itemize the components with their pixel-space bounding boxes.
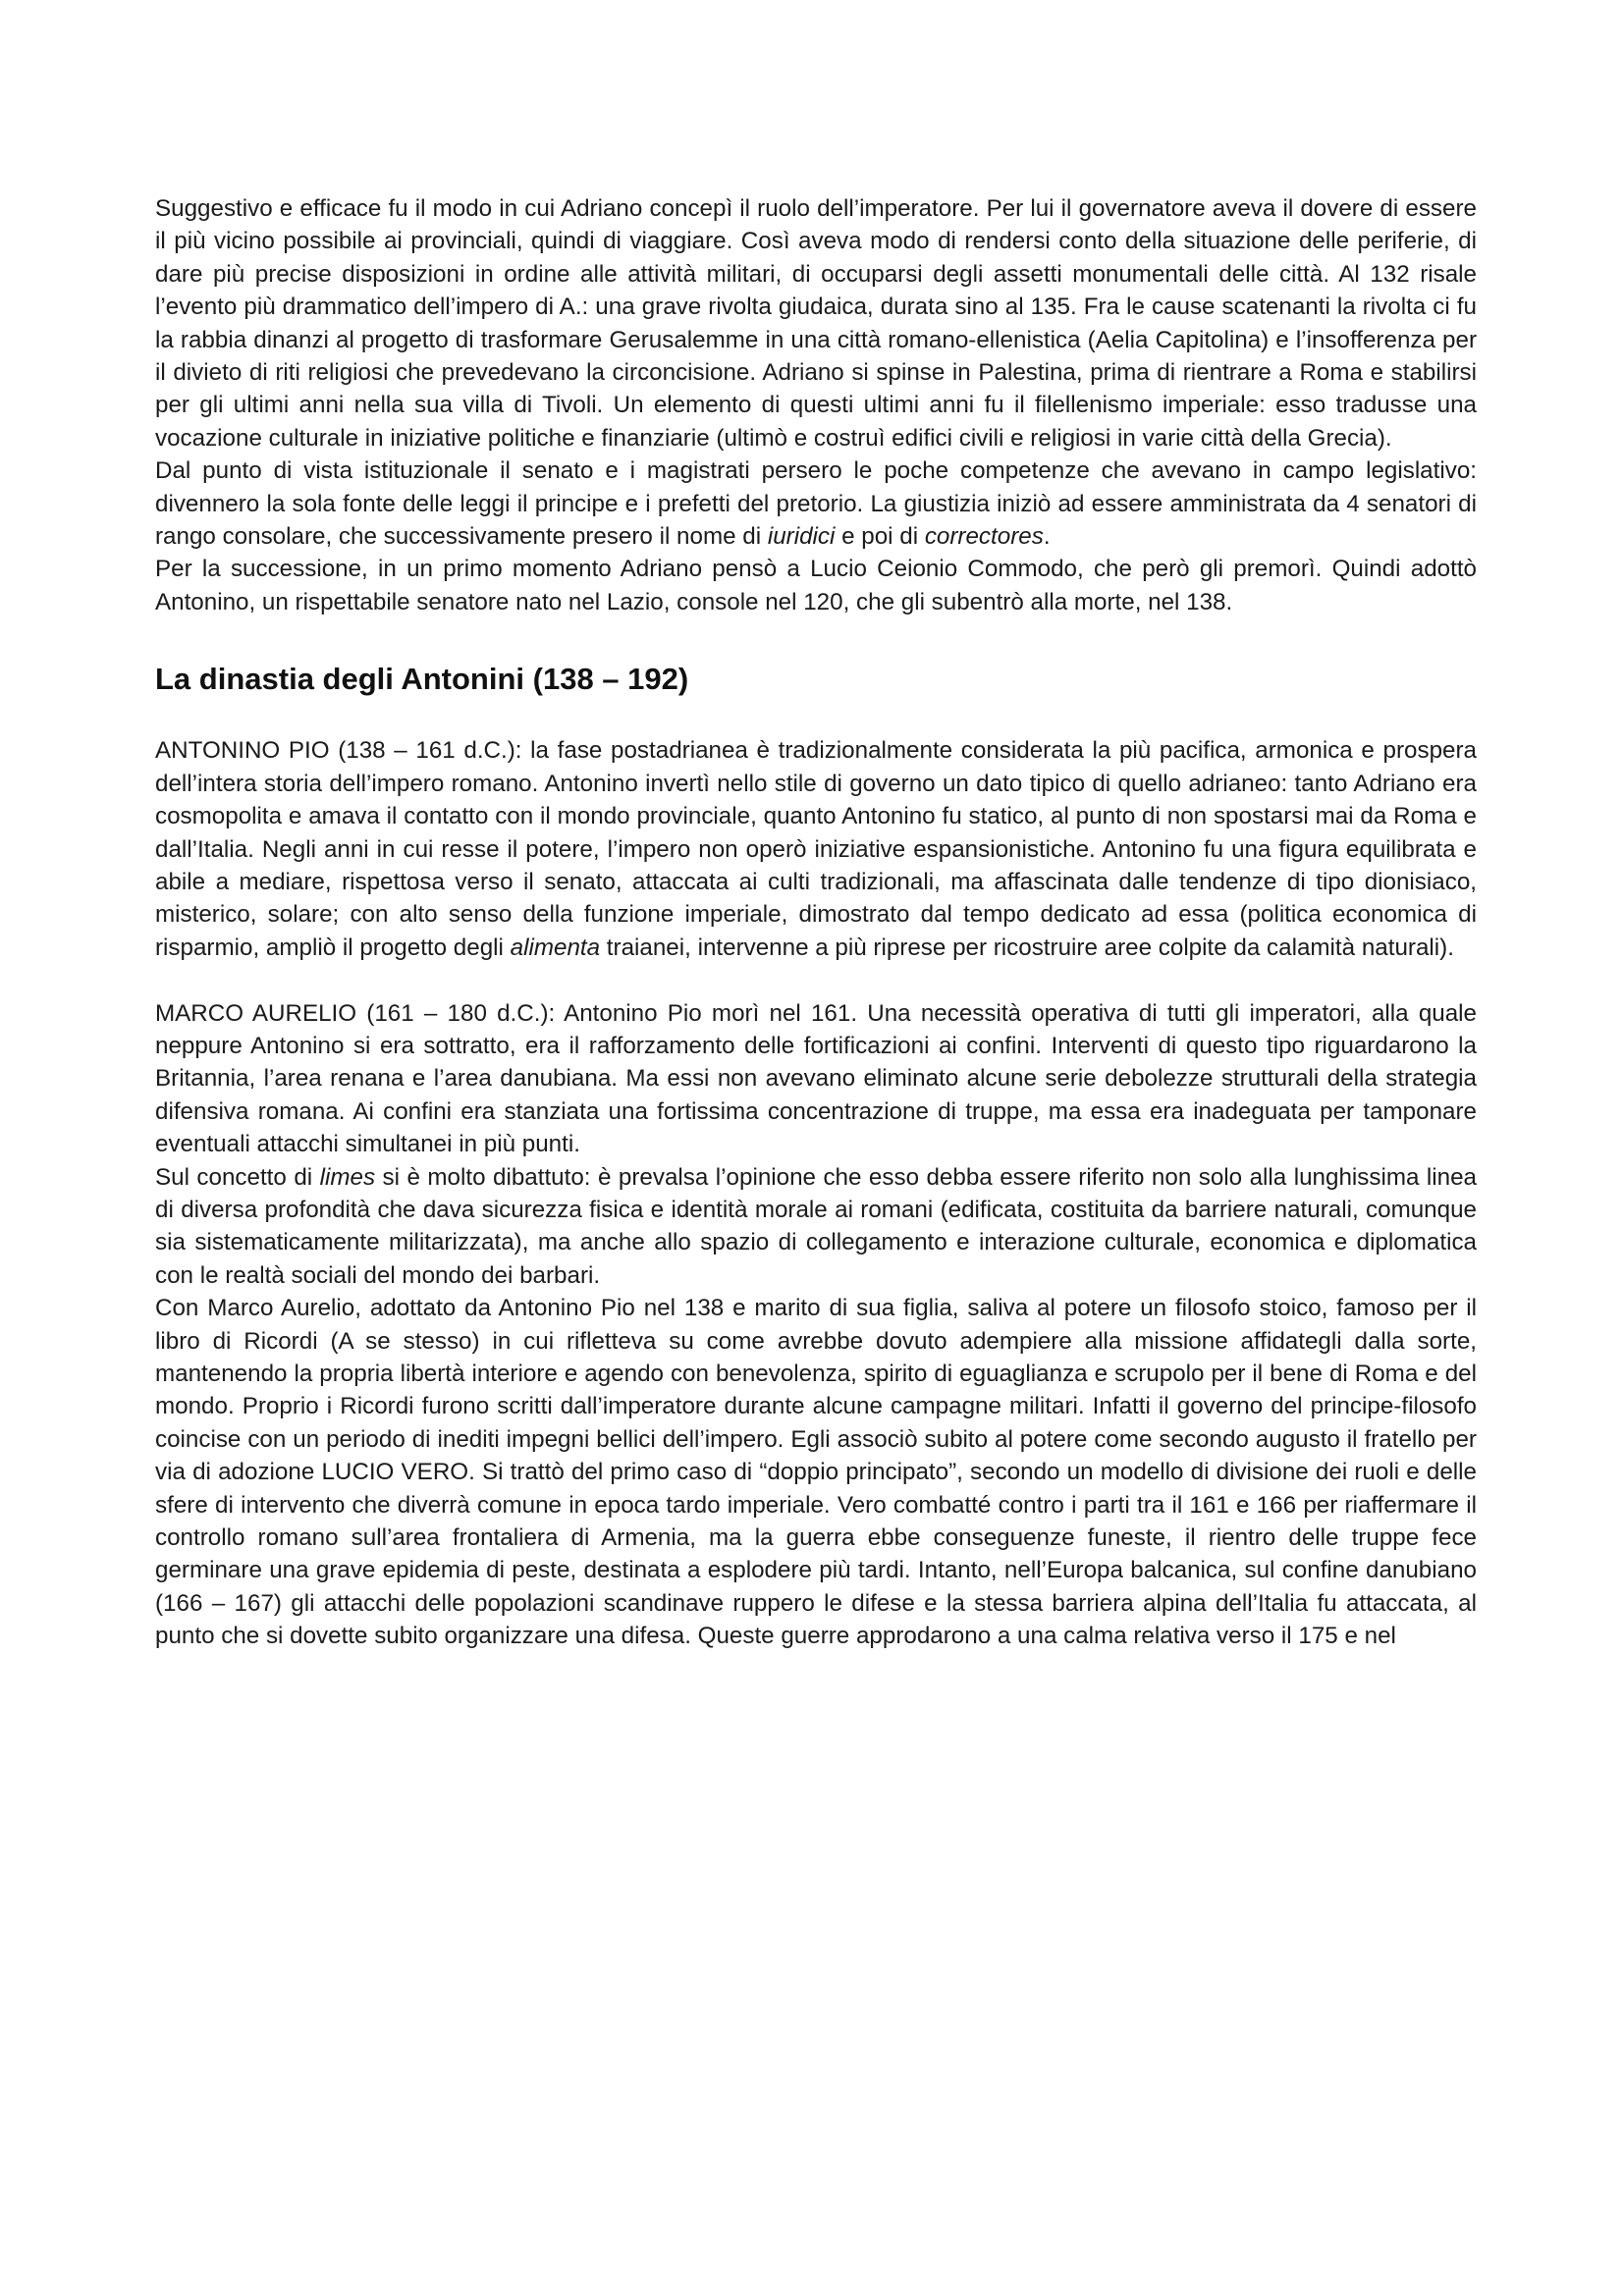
paragraph-text: Per la successione, in un primo momento Adriano pensò a Lucio Ceionio Commodo, che però gli premorì. Quindi adottò Antonino, un rispettabile senatore nato nel Lazio, console nel 120, che gli subentrò alla morte, nel 138. [155,556,1477,615]
paragraph [155,1292,1477,1652]
italic-term: iuridici [767,523,836,551]
paragraph [155,997,1477,1161]
italic-term: limes [319,1163,376,1191]
paragraph [155,1161,1477,1293]
paragraph-text: . [1043,523,1051,551]
marco-aurelio-section [155,997,1477,1653]
paragraph-text: Sul concetto di [155,1163,320,1191]
paragraph-text: si è molto dibattuto: è prevalsa l’opinione che esso debba essere riferito non solo alla lunghissima linea di diversa profondità che dava sicurezza fisica e identità morale ai romani (edificata, costituita da barriere naturali, comunque sia sistematicamente militarizzata), ma anche allo spazio di collegamento e interazione culturale, economica e diplomatica con le realtà sociali del mondo dei barbari. [155,1163,1477,1289]
paragraph [155,192,1477,454]
paragraph [155,553,1477,618]
paragraph-text: Con Marco Aurelio, adottato da Antonino Pio nel 138 e marito di sua figlia, saliva al potere un filosofo stoico, famoso per il libro di Ricordi (A se stesso) in cui rifletteva su come avrebbe dovuto adempiere alla missione affidategli dalla sorte, mantenendo la propria libertà interiore e agendo con benevolenza, spirito di eguaglianza e scrupolo per il bene di Roma e del mondo. Proprio i Ricordi furono scritti dall’imperatore durante alcune campagne militari. Infatti il governo del principe-filosofo coincise con un periodo di inediti impegni bellici dell’impero. Egli associò subito al potere come secondo augusto il fratello per via di adozione LUCIO VERO. Si trattò del primo caso di “doppio principato”, secondo un modello di divisione dei ruoli e delle sfere di intervento che diverrà comune in epoca tardo imperiale. Vero combatté contro i parti tra il 161 e 166 per riaffermare il controllo romano sull’area frontaliera di Armenia, ma la guerra ebbe conseguenze funeste, il rientro delle truppe fece germinare una grave epidemia di peste, destinata a esplodere più tardi. Intanto, nell’Europa balcanica, sul confine danubiano (166 – 167) gli attacchi delle popolazioni scandinave ruppero le difese e la stessa barriera alpina dell’Italia fu attaccata, al punto che si dovette subito organizzare una difesa. Queste guerre approdarono a una calma relativa verso il 175 e nel [155,1295,1477,1650]
italic-term: correctores [924,523,1044,551]
paragraph-text: Dal punto di vista istituzionale il senato e i magistrati persero le poche competenze che avevano in campo legislativo: divennero la sola fonte delle leggi il principe e i prefetti del pretorio. La giustizia iniziò ad essere amministrata da 4 senatori di rango consolare, che successivamente presero il nome di [155,457,1477,551]
intro-section [155,192,1477,618]
document-page [155,192,1477,1653]
paragraph-text: traianei, intervenne a più riprese per ricostruire aree colpite da calamità naturali). [600,934,1454,961]
paragraph-text: e poi di [835,523,925,551]
paragraph [155,454,1477,553]
section-heading: La dinastia degli Antonini (138 – 192) [155,662,689,697]
paragraph-text: ANTONINO PIO (138 – 161 d.C.): la fase postadrianea è tradizionalmente considerata la più pacifica, armonica e prospera dell’intera storia dell’impero romano. Antonino invertì nello stile di governo un dato tipico di quello adrianeo: tanto Adriano era cosmopolita e amava il contatto con il mondo provinciale, quanto Antonino fu statico, al punto di non spostarsi mai da Roma e dall’Italia. Negli anni in cui resse il potere, l’impero non operò iniziative espansionistiche. Antonino fu una figura equilibrata e abile a mediare, rispettosa verso il senato, attaccata ai culti tradizionali, ma affascinata dalle tendenze di tipo dionisiaco, misterico, solare; con alto senso della funzione imperiale, dimostrato dal tempo dedicato ad essa (politica economica di risparmio, ampliò il progetto degli [155,737,1477,961]
paragraph-text: MARCO AURELIO (161 – 180 d.C.): Antonino Pio morì nel 161. Una necessità operativa di tutti gli imperatori, alla quale neppure Antonino si era sottratto, era il rafforzamento delle fortificazioni ai confini. Interventi di questo tipo riguardarono la Britannia, l’area renana e l’area danubiana. Ma essi non avevano eliminato alcune serie debolezze strutturali della strategia difensiva romana. Ai confini era stanziata una fortissima concentrazione di truppe, ma essa era inadeguata per tamponare eventuali attacchi simultanei in più punti. [155,999,1477,1158]
paragraph [155,734,1477,964]
italic-term: alimenta [510,934,601,961]
paragraph-text: Suggestivo e efficace fu il modo in cui Adriano concepì il ruolo dell’imperatore. Per lui il governatore aveva il dovere di essere il più vicino possibile ai provinciali, quindi di viaggiare. Così aveva modo di rendersi conto della situazione delle periferie, di dare più precise disposizioni in ordine alle attività militari, di occuparsi degli assetti monumentali delle città. Al 132 risale l’evento più drammatico dell’impero di A.: una grave rivolta giudaica, durata sino al 135. Fra le cause scatenanti la rivolta ci fu la rabbia dinanzi al progetto di trasformare Gerusalemme in una città romano-ellenistica (Aelia Capitolina) e l’insofferenza per il divieto di riti religiosi che prevedevano la circoncisione. Adriano si spinse in Palestina, prima di rientrare a Roma e stabilirsi per gli ultimi anni nella sua villa di Tivoli. Un elemento di questi ultimi anni fu il filellenismo imperiale: esso tradusse una vocazione culturale in iniziative politiche e finanziarie (ultimò e costruì edifici civili e religiosi in varie città della Grecia). [155,195,1477,452]
antonino-pio-section [155,734,1477,964]
